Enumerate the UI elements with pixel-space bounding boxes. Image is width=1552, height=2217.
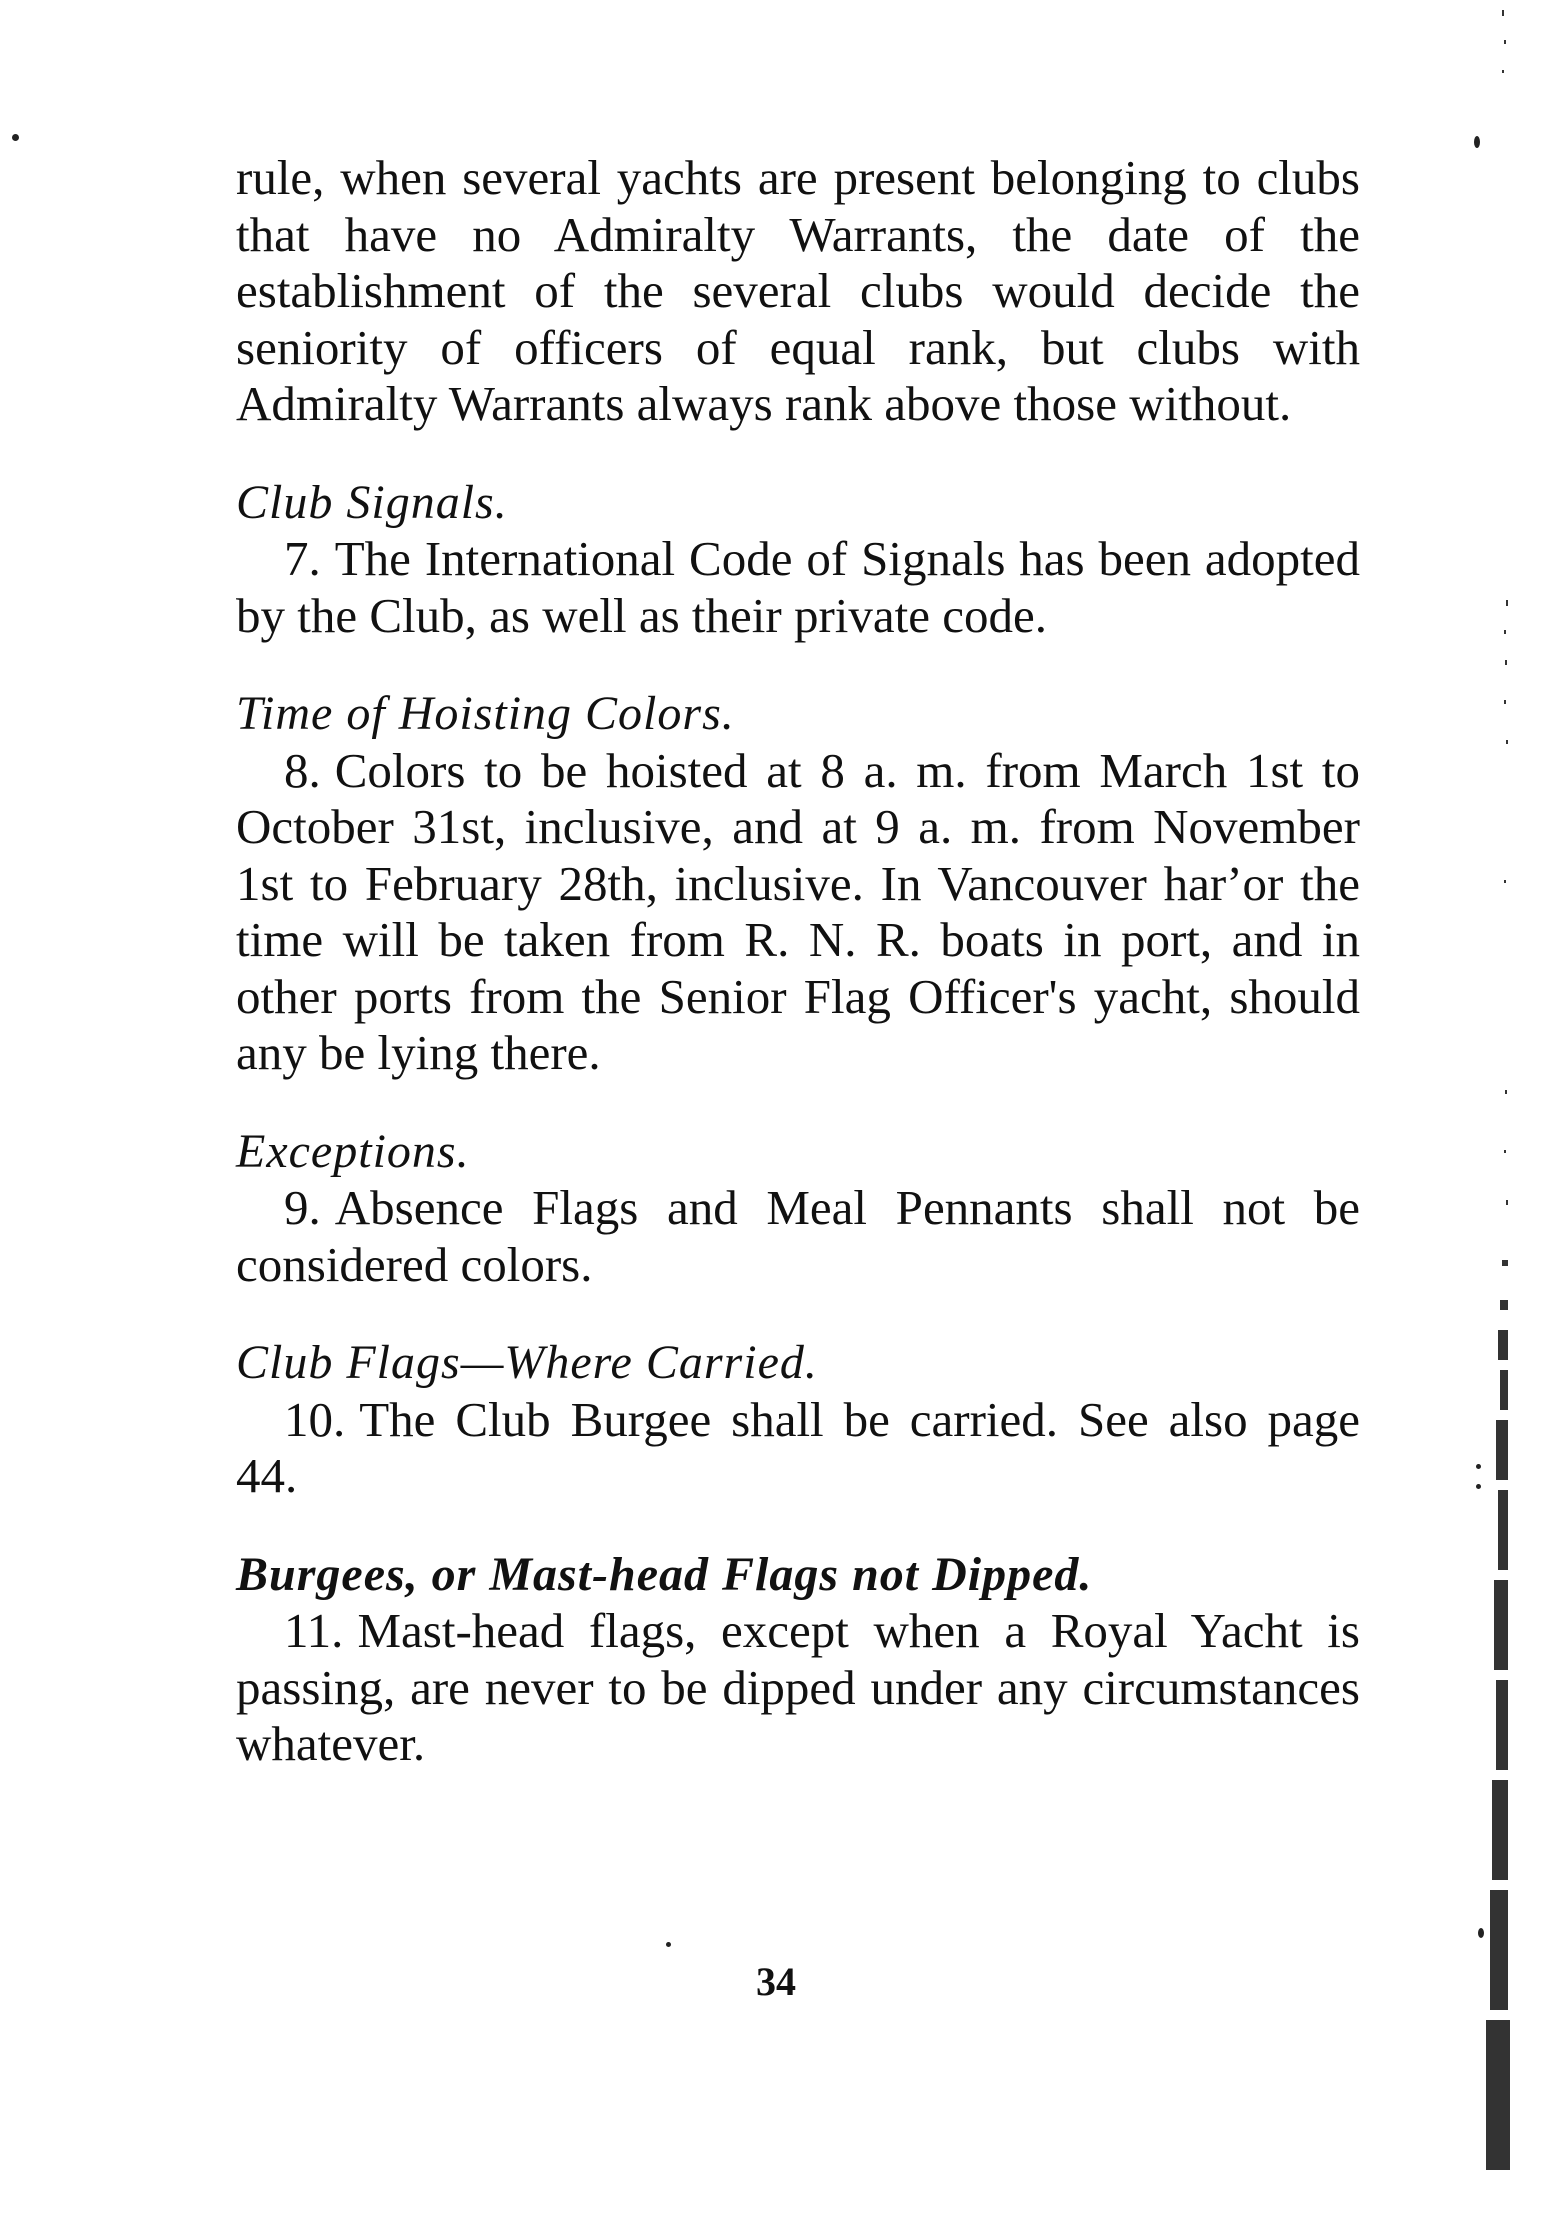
section-heading: Club Flags—Where Carried. bbox=[236, 1336, 818, 1389]
rule-number: 8. bbox=[284, 742, 321, 798]
rule-number: 10. bbox=[284, 1391, 346, 1447]
scan-speck bbox=[1474, 136, 1480, 148]
section-heading: Burgees, or Mast-head Flags not Dipped. bbox=[236, 1547, 1093, 1601]
section-burgees bbox=[236, 1547, 1360, 1773]
section-time-of-hoisting-colors bbox=[236, 686, 1360, 1082]
scan-edge-noise bbox=[1482, 0, 1552, 2217]
section-body bbox=[236, 1180, 1360, 1293]
rule-text: The International Code of Signals has been adopted by the Club, as well as their private code. bbox=[236, 531, 1360, 643]
scan-speck bbox=[12, 134, 19, 141]
section-body bbox=[236, 1392, 1360, 1505]
intro-paragraph: rule, when several yachts are present belonging to clubs that have no Admiralty Warrants, the date of the establishment of the several clubs would decide the seniority of officers of equal rank, but clubs with Admiralty Warrants always rank above those without. bbox=[236, 150, 1360, 431]
section-exceptions bbox=[236, 1124, 1360, 1294]
page-text-block bbox=[236, 150, 1360, 1773]
section-heading: Exceptions. bbox=[236, 1124, 470, 1178]
section-heading: Club Signals. bbox=[236, 475, 508, 529]
scan-speck bbox=[1476, 1484, 1481, 1489]
scan-speck bbox=[1476, 1464, 1481, 1469]
rule-number: 11. bbox=[284, 1603, 344, 1658]
rule-text: Colors to be hoisted at 8 a. m. from March 1st to October 31st, inclusive, and at 9 a. m. from November 1st to February 28th, inclusive. In Vancouver harʼor the time will be taken from R. N. R. boats in port, and in other ports from the Senior Flag Officer's yacht, should any be lying there. bbox=[236, 742, 1360, 1080]
section-body bbox=[236, 1603, 1360, 1773]
rule-text: Absence Flags and Meal Pennants shall not be considered colors. bbox=[236, 1180, 1360, 1292]
section-club-signals bbox=[236, 475, 1360, 645]
section-body bbox=[236, 531, 1360, 644]
page-number: 34 bbox=[756, 1959, 796, 2004]
rule-text: The Club Burgee shall be carried. See also page 44. bbox=[236, 1391, 1360, 1503]
section-heading: Time of Hoisting Colors. bbox=[236, 687, 735, 740]
section-body bbox=[236, 743, 1360, 1082]
rule-number: 7. bbox=[284, 531, 321, 586]
rule-number: 9. bbox=[284, 1180, 321, 1235]
rule-text: Mast-head flags, except when a Royal Yacht is passing, are never to be dipped under any circumstances whatever. bbox=[236, 1603, 1360, 1771]
section-club-flags bbox=[236, 1335, 1360, 1505]
scan-speck bbox=[666, 1942, 671, 1947]
